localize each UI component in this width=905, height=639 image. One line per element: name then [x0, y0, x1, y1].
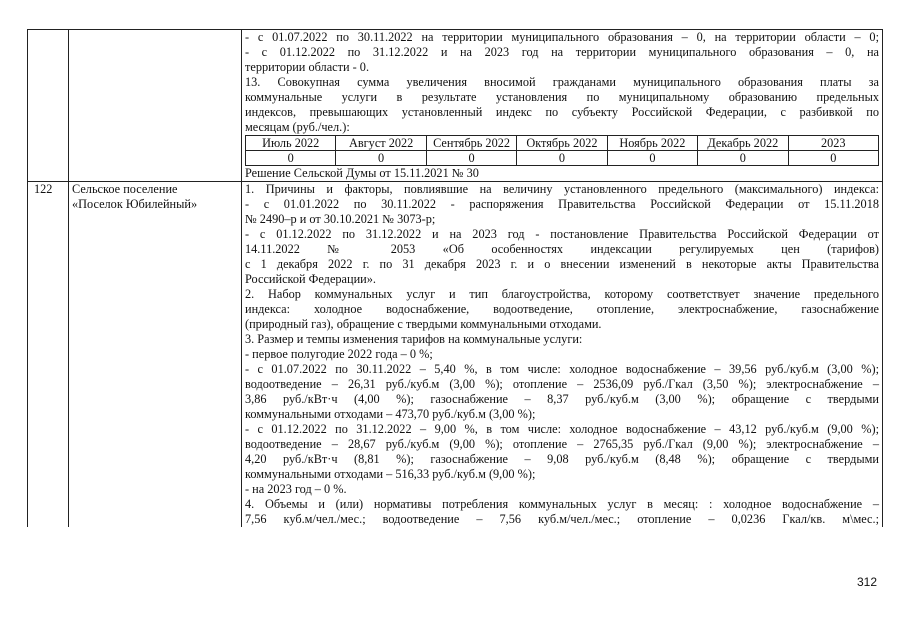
- text-line: - с 01.12.2022 по 31.12.2022 и на 2023 год - постановление Правительства Российской Федерации от: [245, 227, 879, 241]
- month-header: Август 2022: [336, 136, 426, 151]
- text-line: 1. Причины и факторы, повлиявшие на величину установленного предельного (максимального) индекса:: [245, 182, 879, 196]
- description-cell: [242, 30, 883, 182]
- text-line: 3,86 руб./кВт·ч (4,00 %); газоснабжение – 8,37 руб./куб.м (3,00 %); обращение с твердыми: [245, 392, 879, 406]
- text-line: Российской Федерации».: [245, 272, 376, 286]
- text-line: - с 01.12.2022 по 31.12.2022 и на 2023 год на территории муниципального образования – 0, на: [245, 45, 879, 59]
- text-line: - с 01.01.2022 по 30.11.2022 - распоряжения Правительства Российской Федерации от 15.11.2018: [245, 197, 879, 211]
- month-value: 0: [336, 151, 426, 166]
- document-table: [27, 29, 883, 527]
- text-line: коммунальными отходами – 516,33 руб./куб.м (9,00 %);: [245, 467, 536, 481]
- text-line: - с 01.07.2022 по 30.11.2022 на территории муниципального образования – 0, на территории области – 0;: [245, 30, 879, 44]
- row-number-cell: [28, 30, 69, 182]
- text-line: № 2490–р и от 30.10.2021 № 3073-р;: [245, 212, 436, 226]
- text-line: индексов, превышающих установленный индекс по субъекту Российской Федерации, с разбивкой по: [245, 105, 879, 119]
- text-line: - с 01.12.2022 по 31.12.2022 – 9,00 %, в том числе: холодное водоснабжение – 43,12 руб./куб.м (9,00 %);: [245, 422, 879, 436]
- text-line: с 1 декабря 2022 г. по 31 декабря 2023 г. и о внесении изменений в некоторые акты Правительства: [245, 257, 879, 271]
- text-line: 2. Набор коммунальных услуг и тип благоустройства, которому соответствует значение предельного: [245, 287, 879, 301]
- settlement-cell: [69, 30, 242, 182]
- text-line: - на 2023 год – 0 %.: [245, 482, 347, 496]
- text-line: индекса: холодное водоснабжение, водоотведение, отопление, электроснабжение, газоснабжение: [245, 302, 879, 316]
- decision-reference: Решение Сельской Думы от 15.11.2021 № 30: [245, 166, 479, 180]
- month-value: 0: [607, 151, 697, 166]
- month-value: 0: [426, 151, 516, 166]
- text-line: месяцам (руб./чел.):: [245, 120, 350, 134]
- month-header: Сентябрь 2022: [426, 136, 516, 151]
- settlement-name-cell: [69, 182, 242, 528]
- text-line: (природный газ), обращение с твердыми коммунальными отходами.: [245, 317, 602, 331]
- table-row-122: [28, 182, 883, 528]
- settlement-type: Сельское поселение: [72, 182, 178, 196]
- text-line: 4. Объемы и (или) нормативы потребления коммунальных услуг в месяц: : холодное водоснабжение –: [245, 497, 879, 511]
- month-header: Октябрь 2022: [517, 136, 607, 151]
- month-header: Ноябрь 2022: [607, 136, 697, 151]
- text-line: 13. Совокупная сумма увеличения вносимой гражданами муниципального образования платы за: [245, 75, 879, 89]
- row-number: 122: [28, 182, 69, 528]
- text-line: 7,56 куб.м/чел./мес.; водоотведение – 7,56 куб.м/чел./мес.; отопление – 0,0236 Гкал/кв. м\мес.;: [245, 512, 879, 526]
- page-number: 312: [857, 575, 878, 589]
- monthly-increase-table: [245, 135, 879, 166]
- text-line: 4,20 руб./кВт·ч (8,81 %); газоснабжение – 9,08 руб./куб.м (8,48 %); обращение с твердыми: [245, 452, 879, 466]
- table-row-previous: [28, 30, 883, 182]
- text-line: коммунальные услуги в результате установления по муниципальному образованию предельных: [245, 90, 879, 104]
- text-line: водоотведение – 28,67 руб./куб.м (9,00 %); отопление – 2765,35 руб./Гкал (9,00 %); электроснабжение –: [245, 437, 879, 451]
- text-line: - первое полугодие 2022 года – 0 %;: [245, 347, 433, 361]
- month-header: Декабрь 2022: [698, 136, 788, 151]
- month-value: 0: [698, 151, 788, 166]
- text-line: - с 01.07.2022 по 30.11.2022 – 5,40 %, в том числе: холодное водоснабжение – 39,56 руб./куб.м (3,00 %);: [245, 362, 879, 376]
- month-value: 0: [517, 151, 607, 166]
- settlement-name: «Поселок Юбилейный»: [72, 197, 198, 211]
- month-header: 2023: [788, 136, 878, 151]
- month-value: 0: [788, 151, 878, 166]
- text-line: 14.11.2022 № 2053 «Об особенностях индексации регулируемых цен (тарифов): [245, 242, 879, 256]
- monthly-increase-header-row: [246, 136, 879, 151]
- text-line: коммунальными отходами – 473,70 руб./куб.м (3,00 %);: [245, 407, 536, 421]
- text-line: территории области - 0.: [245, 60, 370, 74]
- text-line: водоотведение – 26,31 руб./куб.м (3,00 %); отопление – 2536,09 руб./Гкал (3,50 %); электроснабжение –: [245, 377, 879, 391]
- month-header: Июль 2022: [246, 136, 336, 151]
- text-line: 3. Размер и темпы изменения тарифов на коммунальные услуги:: [245, 332, 583, 346]
- monthly-increase-value-row: [246, 151, 879, 166]
- month-value: 0: [246, 151, 336, 166]
- description-cell: [242, 182, 883, 528]
